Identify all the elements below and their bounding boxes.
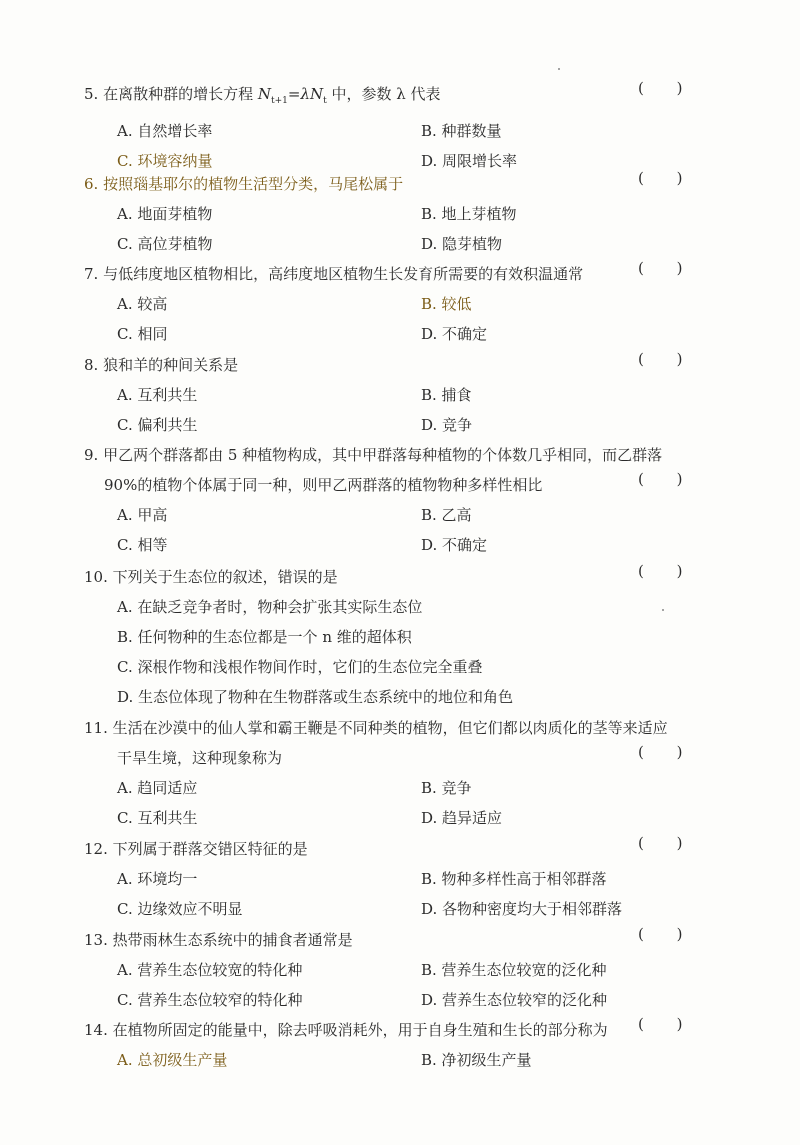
option-b[interactable]: B. 任何物种的生态位都是一个 n 维的超体积: [117, 628, 412, 646]
answer-blank[interactable]: ( ): [638, 834, 697, 852]
question-12: [84, 834, 697, 924]
question-5: [84, 79, 697, 176]
option-d[interactable]: D. 周限增长率: [421, 152, 518, 170]
option-d[interactable]: D. 竞争: [421, 416, 473, 434]
question-11-stem-line2: 干旱生境，这种现象称为: [117, 749, 283, 767]
question-11-stem: 11. 生活在沙漠中的仙人掌和霸王鞭是不同种类的植物，但它们都以肉质化的茎等来适应: [84, 719, 668, 737]
question-8-options: [84, 380, 694, 440]
option-d[interactable]: D. 趋异适应: [421, 809, 503, 827]
question-11-options: [84, 773, 694, 833]
option-d[interactable]: D. 不确定: [421, 325, 488, 343]
question-8-stem: 8. 狼和羊的种间关系是: [84, 356, 239, 374]
question-7-options: [84, 289, 694, 349]
option-d[interactable]: D. 不确定: [421, 536, 488, 554]
option-a[interactable]: A. 甲高: [117, 506, 168, 524]
question-10: [84, 562, 697, 712]
option-b[interactable]: B. 捕食: [421, 386, 472, 404]
answer-blank[interactable]: ( ): [638, 169, 697, 187]
option-a[interactable]: A. 自然增长率: [117, 122, 213, 140]
option-b[interactable]: B. 种群数量: [421, 122, 502, 140]
question-14: [84, 1015, 697, 1075]
answer-blank[interactable]: ( ): [638, 1015, 697, 1033]
answer-blank[interactable]: ( ): [638, 562, 697, 580]
option-a[interactable]: A. 地面芽植物: [117, 205, 213, 223]
option-b[interactable]: B. 净初级生产量: [421, 1051, 532, 1069]
scan-speck: [662, 609, 664, 611]
question-9-stem-line2: 90%的植物个体属于同一种，则甲乙两群落的植物物种多样性相比: [104, 476, 543, 494]
option-c[interactable]: C. 互利共生: [117, 809, 198, 827]
question-8: [84, 350, 697, 440]
answer-blank[interactable]: ( ): [638, 925, 697, 943]
question-10-options: [84, 592, 694, 712]
option-c[interactable]: C. 环境容纳量: [117, 152, 213, 170]
option-d[interactable]: D. 各物种密度均大于相邻群落: [421, 900, 623, 918]
option-c[interactable]: C. 相等: [117, 536, 168, 554]
question-5-stem: 5. 在离散种群的增长方程 $N_{t+1}=\lambda N_t$ 中，参数 λ 代表: [84, 85, 441, 106]
option-a[interactable]: A. 较高: [117, 295, 168, 313]
option-c[interactable]: C. 高位芽植物: [117, 235, 213, 253]
question-13: [84, 925, 697, 1015]
option-a[interactable]: A. 在缺乏竞争者时，物种会扩张其实际生态位: [117, 598, 423, 616]
question-9-stem: 9. 甲乙两个群落都由 5 种植物构成，其中甲群落每种植物的个体数几乎相同，而乙群落: [84, 446, 663, 464]
question-6: [84, 169, 697, 259]
answer-blank[interactable]: ( ): [638, 259, 697, 277]
option-d[interactable]: D. 隐芽植物: [421, 235, 503, 253]
option-b[interactable]: B. 乙高: [421, 506, 472, 524]
question-10-stem: 10. 下列关于生态位的叙述，错误的是: [84, 568, 338, 586]
option-d[interactable]: D. 生态位体现了物种在生物群落或生态系统中的地位和角色: [117, 688, 514, 706]
answer-blank[interactable]: ( ): [638, 350, 697, 368]
question-9-options: [84, 500, 694, 560]
question-11: [84, 713, 697, 833]
answer-blank[interactable]: ( ): [638, 470, 697, 488]
question-12-options: [84, 864, 694, 924]
answer-blank[interactable]: ( ): [638, 79, 697, 97]
option-c[interactable]: C. 边缘效应不明显: [117, 900, 243, 918]
option-c[interactable]: C. 营养生态位较窄的特化种: [117, 991, 303, 1009]
question-12-stem: 12. 下列属于群落交错区特征的是: [84, 840, 308, 858]
formula-n: N: [257, 85, 271, 103]
option-b[interactable]: B. 地上芽植物: [421, 205, 517, 223]
option-a[interactable]: A. 营养生态位较宽的特化种: [117, 961, 303, 979]
option-b[interactable]: B. 较低: [421, 295, 472, 313]
question-7: [84, 259, 697, 349]
question-13-options: [84, 955, 694, 1015]
option-c[interactable]: C. 相同: [117, 325, 168, 343]
option-a[interactable]: A. 趋同适应: [117, 779, 198, 797]
answer-blank[interactable]: ( ): [638, 743, 697, 761]
question-13-stem: 13. 热带雨林生态系统中的捕食者通常是: [84, 931, 353, 949]
option-b[interactable]: B. 物种多样性高于相邻群落: [421, 870, 607, 888]
option-c[interactable]: C. 偏利共生: [117, 416, 198, 434]
question-7-stem: 7. 与低纬度地区植物相比，高纬度地区植物生长发育所需要的有效积温通常: [84, 265, 584, 283]
question-9: [84, 440, 697, 560]
question-6-options: [84, 199, 694, 259]
option-b[interactable]: B. 营养生态位较宽的泛化种: [421, 961, 607, 979]
option-d[interactable]: D. 营养生态位较窄的泛化种: [421, 991, 608, 1009]
question-14-options: [84, 1045, 694, 1075]
option-a[interactable]: A. 互利共生: [117, 386, 198, 404]
option-a[interactable]: A. 总初级生产量: [117, 1051, 228, 1069]
option-b[interactable]: B. 竞争: [421, 779, 472, 797]
scan-speck: [558, 68, 560, 70]
question-6-stem: 6. 按照瑙基耶尔的植物生活型分类，马尾松属于: [84, 175, 404, 193]
option-a[interactable]: A. 环境均一: [117, 870, 198, 888]
option-c[interactable]: C. 深根作物和浅根作物间作时，它们的生态位完全重叠: [117, 658, 483, 676]
question-5-options: [84, 116, 694, 176]
question-14-stem: 14. 在植物所固定的能量中，除去呼吸消耗外，用于自身生殖和生长的部分称为: [84, 1021, 608, 1039]
